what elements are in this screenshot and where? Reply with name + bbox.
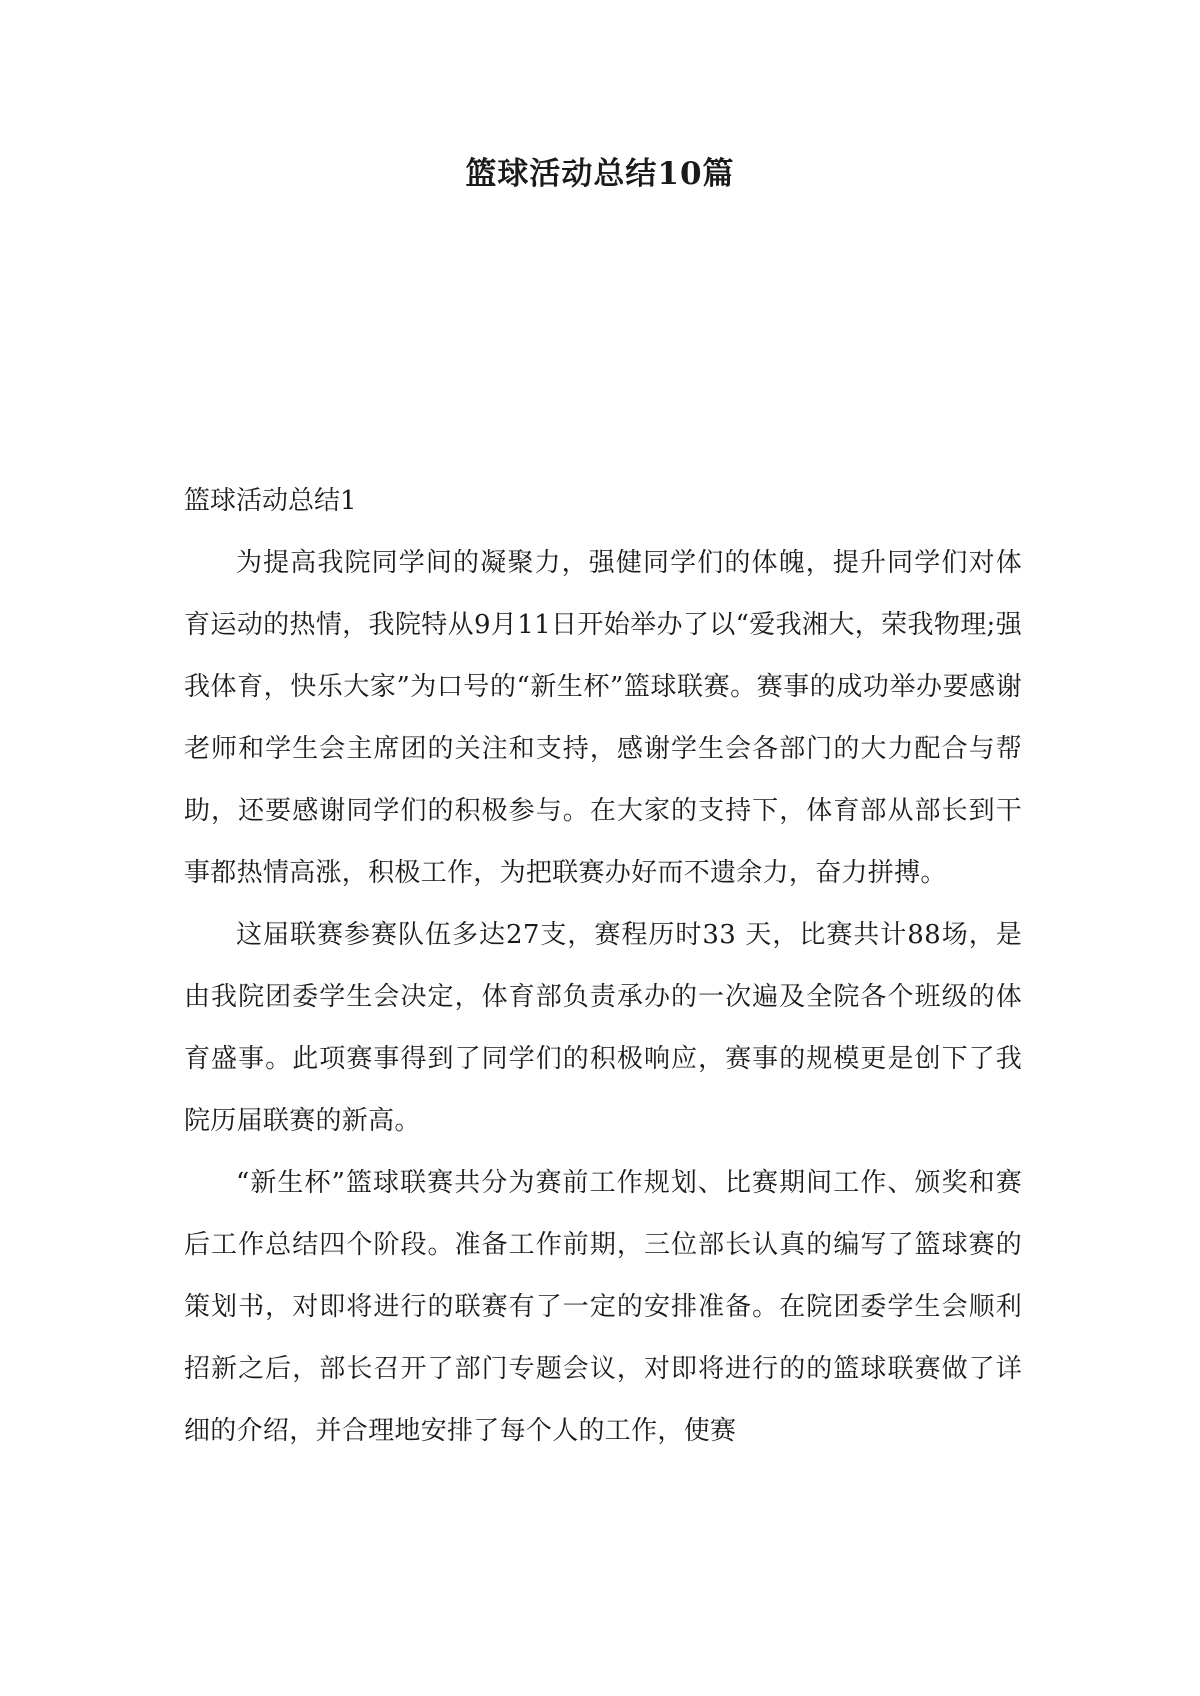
document-body [184,470,1022,1462]
paragraph: “新生杯”篮球联赛共分为赛前工作规划、比赛期间工作、颁奖和赛后工作总结四个阶段。准备工作前期，三位部长认真的编写了篮球赛的策划书，对即将进行的联赛有了一定的安排准备。在院团委学生会顺利招新之后，部长召开了部门专题会议，对即将进行的的篮球联赛做了详细的介绍，并合理地安排了每个人的工作，使赛 [184,1168,1022,1446]
section-heading: 篮球活动总结1 [184,486,357,516]
paragraph: 这届联赛参赛队伍多达27支，赛程历时33 天，比赛共计88场，是由我院团委学生会决定，体育部负责承办的一次遍及全院各个班级的体育盛事。此项赛事得到了同学们的积极响应，赛事的规模更是创下了我院历届联赛的新高。 [184,920,1022,1136]
document-title: 篮球活动总结10篇 [465,156,735,192]
paragraph: 为提高我院同学间的凝聚力，强健同学们的体魄，提升同学们对体育运动的热情，我院特从9月11日开始举办了以“爱我湘大，荣我物理;强我体育，快乐大家”为口号的“新生杯”篮球联赛。赛事的成功举办要感谢老师和学生会主席团的关注和支持，感谢学生会各部门的大力配合与帮助，还要感谢同学们的积极参与。在大家的支持下，体育部从部长到干事都热情高涨，积极工作，为把联赛办好而不遗余力，奋力拼搏。 [184,548,1022,888]
